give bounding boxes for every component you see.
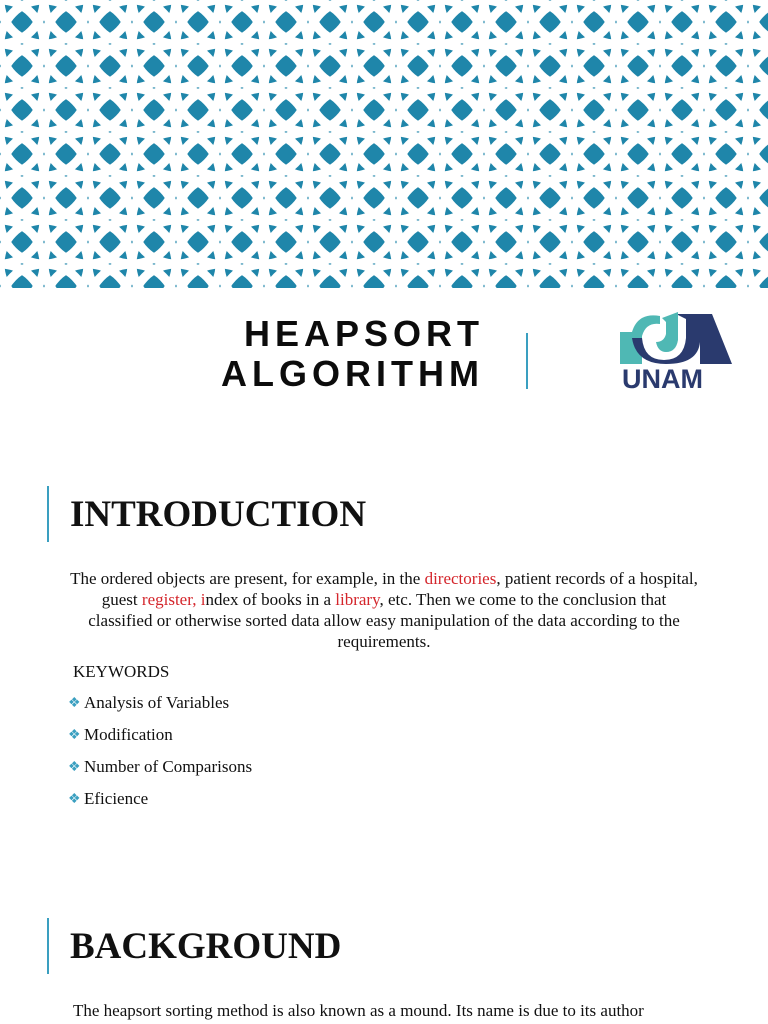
presentation-title	[150, 314, 484, 394]
keywords-label: KEYWORDS	[73, 662, 170, 681]
highlight-library: library	[335, 590, 380, 609]
keyword-text: Modification	[84, 725, 173, 744]
introduction-heading: INTRODUCTION	[70, 494, 367, 535]
diamond-bullet-icon: ❖	[68, 696, 81, 711]
keywords-list	[68, 692, 252, 820]
diamond-bullet-icon: ❖	[68, 728, 81, 743]
unam-logo	[620, 312, 734, 392]
intro-text-4: , etc. Then we come to the conclusion that classified or otherwise sorted data allow easy manipulation of the data according to the requirements.	[88, 590, 680, 651]
diamond-bullet-icon: ❖	[68, 760, 81, 775]
highlight-directories: directories	[424, 569, 497, 588]
decorative-banner	[0, 0, 768, 288]
title-divider	[526, 333, 528, 389]
title-line-2: ALGORITHM	[221, 353, 484, 394]
introduction-paragraph	[70, 568, 698, 652]
intro-text-1: The ordered objects are present, for example, in the	[70, 569, 425, 588]
background-accent-bar	[47, 918, 49, 974]
background-heading: BACKGROUND	[70, 926, 342, 967]
highlight-register: register, i	[141, 590, 206, 609]
logo-text: UNAM	[622, 364, 703, 394]
circle-lattice-pattern-icon	[0, 0, 768, 288]
keyword-item	[68, 788, 252, 820]
unam-logo-icon	[620, 312, 734, 366]
keyword-text: Number of Comparisons	[84, 757, 253, 776]
diamond-bullet-icon: ❖	[68, 792, 81, 807]
keyword-text: Analysis of Variables	[84, 693, 230, 712]
keyword-text: Eficience	[84, 789, 149, 808]
intro-text-3: ndex of books in a	[205, 590, 336, 609]
keyword-item	[68, 724, 252, 756]
title-line-1: HEAPSORT	[243, 313, 484, 354]
keyword-item	[68, 692, 252, 724]
background-paragraph: The heapsort sorting method is also known as a mound. Its name is due to its author	[73, 1001, 644, 1020]
intro-text-2: , patient records of a hospital, guest	[101, 569, 698, 609]
keyword-item	[68, 756, 252, 788]
introduction-accent-bar	[47, 486, 49, 542]
